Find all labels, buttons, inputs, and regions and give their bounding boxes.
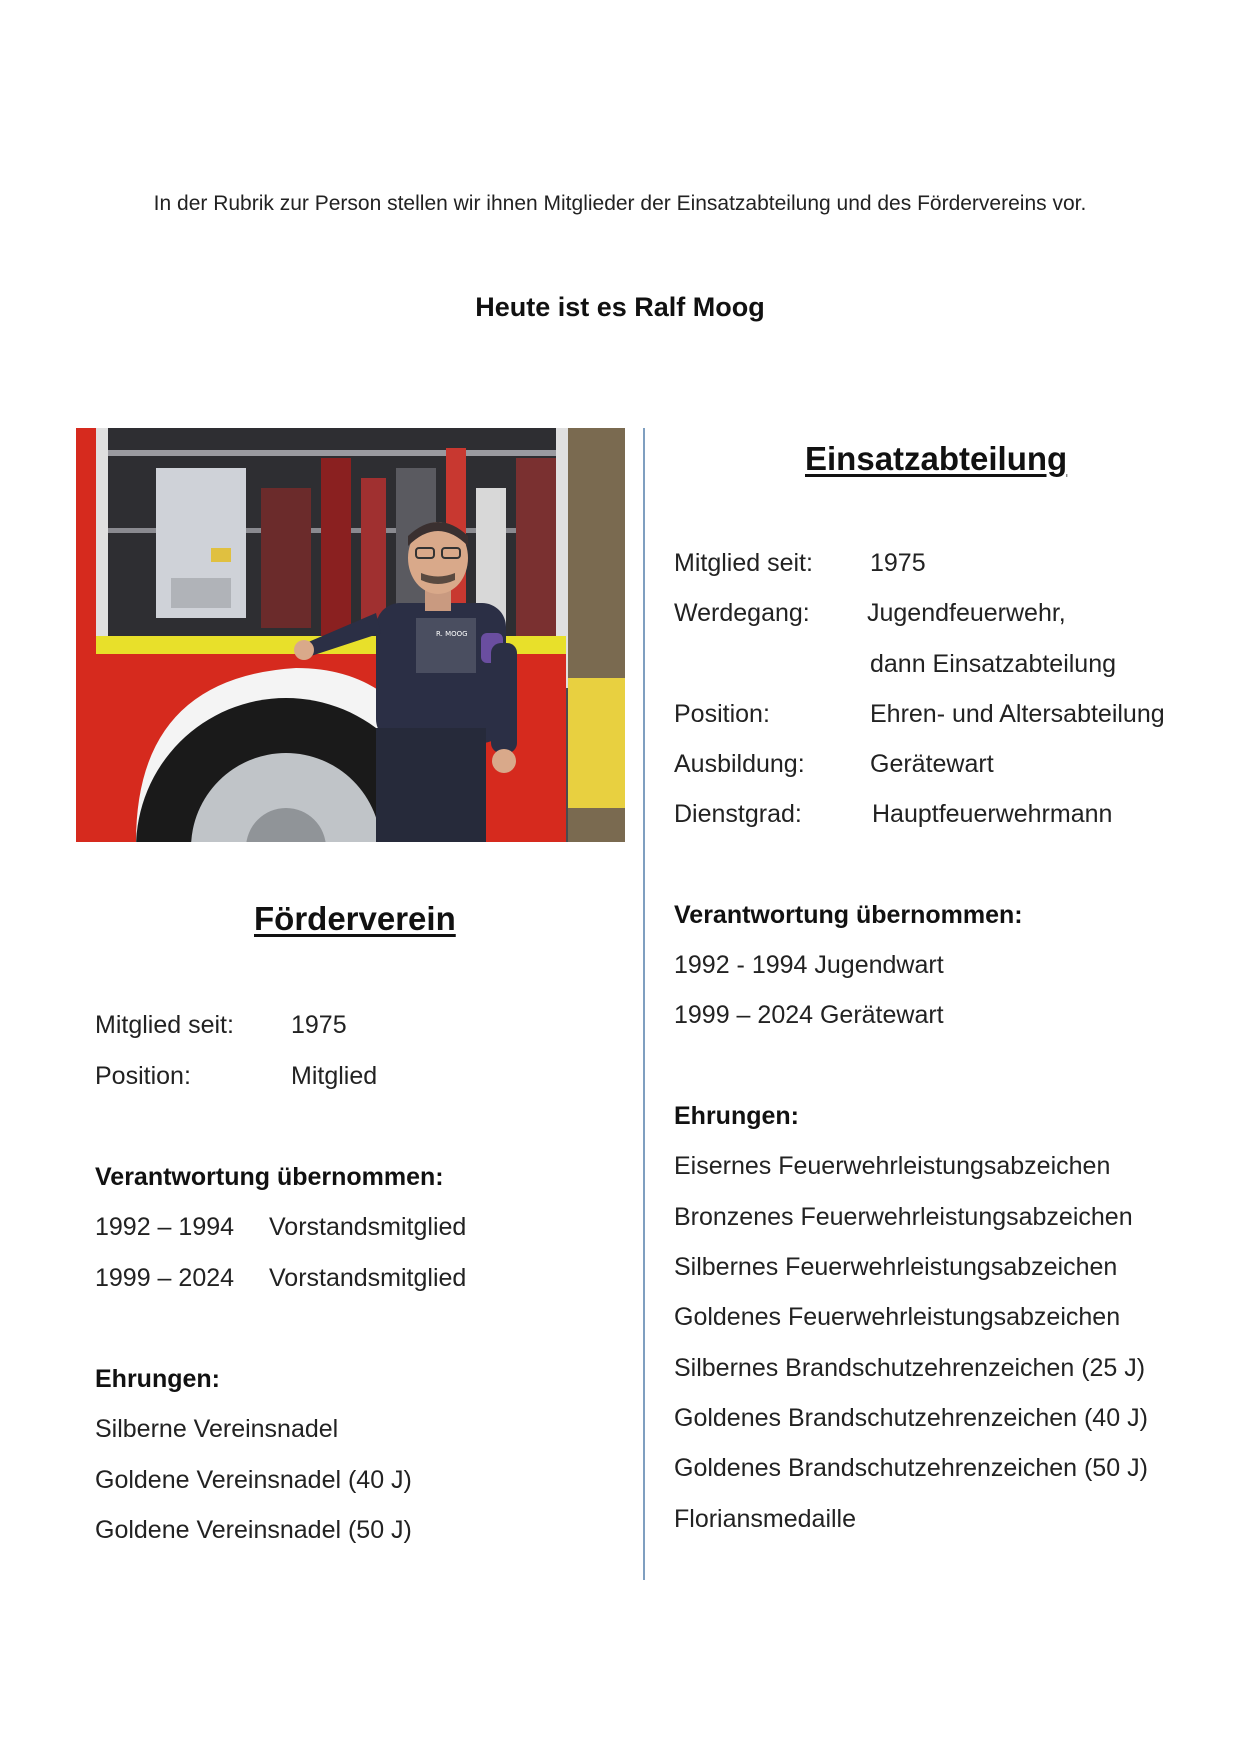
ea-position-value: Ehren- und Altersabteilung — [870, 700, 1165, 728]
ea-ehrung-item: Silbernes Brandschutzehrenzeichen (25 J) — [674, 1354, 1146, 1382]
page-title: Heute ist es Ralf Moog — [475, 292, 765, 322]
name-badge: R. MOOG — [436, 630, 468, 638]
ea-mitglied-value: 1975 — [870, 549, 926, 577]
ea-ehrung-item: Eisernes Feuerwehrleistungsabzeichen — [674, 1152, 1111, 1180]
ea-dienstgrad-value: Hauptfeuerwehrmann — [872, 800, 1113, 828]
ea-verantwortung-title: Verantwortung übernommen: — [674, 901, 1023, 929]
fv-ehrung-item: Silberne Vereinsnadel — [95, 1415, 339, 1443]
ea-dienstgrad-label: Dienstgrad: — [674, 800, 802, 828]
ea-ausbildung-label: Ausbildung: — [674, 750, 805, 778]
ea-mitglied-label: Mitglied seit: — [674, 549, 813, 577]
fv-ehrung-item: Goldene Vereinsnadel (40 J) — [95, 1466, 412, 1494]
ea-ehrungen-title: Ehrungen: — [674, 1102, 799, 1130]
fv-ehrung-item: Goldene Vereinsnadel (50 J) — [95, 1516, 412, 1544]
fv-ehrungen-title: Ehrungen: — [95, 1365, 220, 1393]
fv-mitglied-label: Mitglied seit: — [95, 1011, 234, 1039]
ea-ehrung-item: Bronzenes Feuerwehrleistungsabzeichen — [674, 1203, 1133, 1231]
ea-ehrung-item: Goldenes Brandschutzehrenzeichen (50 J) — [674, 1454, 1148, 1482]
ea-werdegang-value: Jugendfeuerwehr, — [867, 599, 1066, 627]
einsatz-title: Einsatzabteilung — [805, 440, 1068, 477]
foerderverein-title: Förderverein — [254, 900, 456, 937]
ea-verantwortung-item: 1999 – 2024 Gerätewart — [674, 1001, 944, 1029]
fv-verantwortung-role: Vorstandsmitglied — [269, 1264, 467, 1292]
fv-verantwortung-period: 1992 – 1994 — [95, 1213, 235, 1241]
ea-verantwortung-item: 1992 - 1994 Jugendwart — [674, 951, 944, 979]
fv-verantwortung-title: Verantwortung übernommen: — [95, 1163, 444, 1191]
fv-position-value: Mitglied — [291, 1062, 378, 1090]
fv-verantwortung-role: Vorstandsmitglied — [269, 1213, 467, 1241]
ea-ausbildung-value: Gerätewart — [870, 750, 994, 778]
ea-ehrung-item: Silbernes Feuerwehrleistungsabzeichen — [674, 1253, 1118, 1281]
fv-mitglied-value: 1975 — [291, 1011, 347, 1039]
ea-werdegang-value2: dann Einsatzabteilung — [870, 650, 1117, 678]
portrait-photo — [76, 428, 625, 842]
fv-verantwortung-period: 1999 – 2024 — [95, 1264, 235, 1292]
ea-ehrung-item: Goldenes Feuerwehrleistungsabzeichen — [674, 1303, 1121, 1331]
intro-text: In der Rubrik zur Person stellen wir ihnen Mitglieder der Einsatzabteilung und des Fördervereins vor. — [153, 192, 1087, 215]
ea-ehrung-item: Goldenes Brandschutzehrenzeichen (40 J) — [674, 1404, 1148, 1432]
ea-ehrung-item: Floriansmedaille — [674, 1505, 857, 1533]
fv-position-label: Position: — [95, 1062, 191, 1090]
ea-werdegang-label: Werdegang: — [674, 599, 810, 627]
column-divider — [643, 428, 645, 1580]
ea-position-label: Position: — [674, 700, 770, 728]
